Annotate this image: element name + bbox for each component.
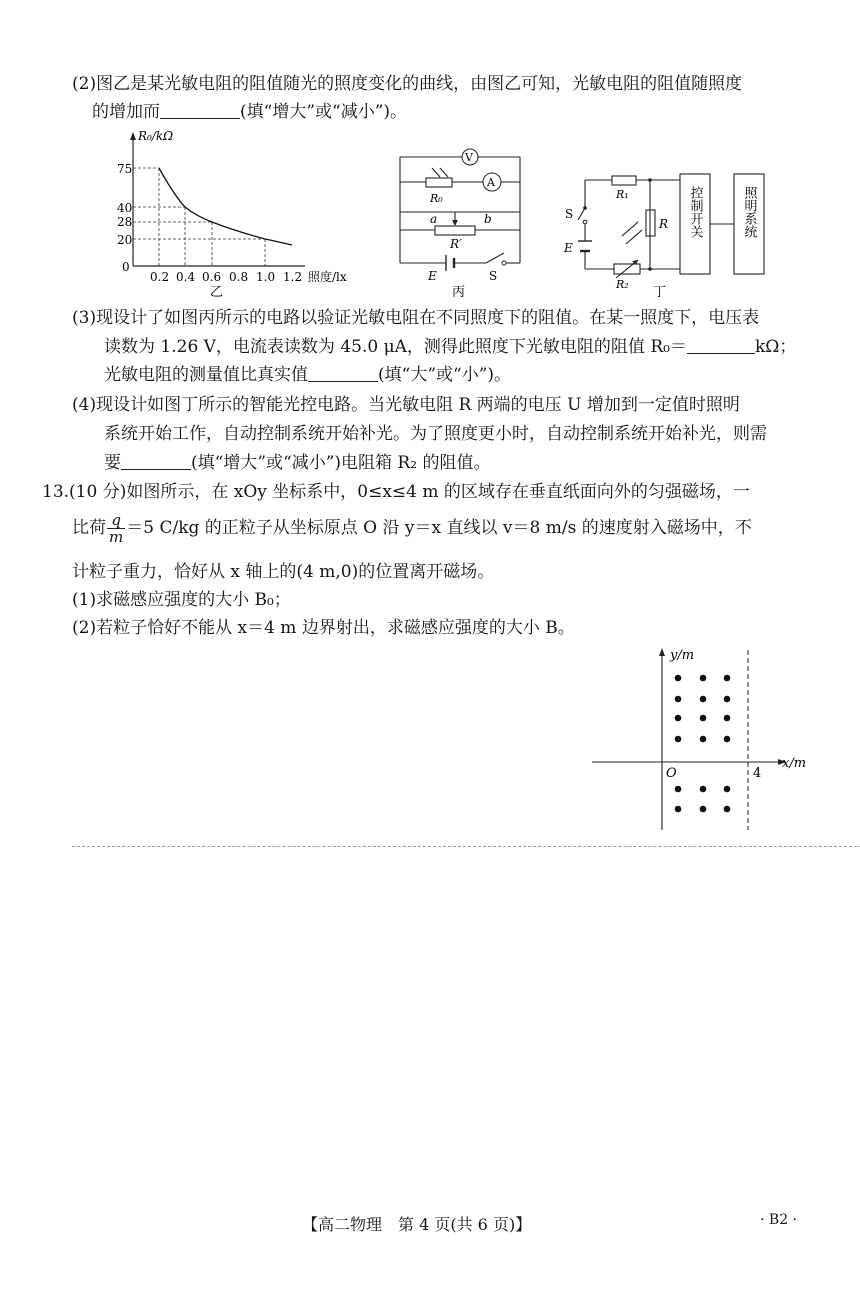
battery-e-label: E <box>564 241 573 255</box>
fraction-numerator: q <box>107 512 125 529</box>
x-tick: 1.0 <box>256 270 276 284</box>
q3-line1: (3)现设计了如图丙所示的电路以验证光敏电阻在不同照度下的阻值。在某一照度下，电压表 <box>72 308 760 328</box>
voltmeter-label: V <box>465 151 473 164</box>
x-tick: 1.2 <box>283 270 303 284</box>
p13-line3: 计粒子重力，恰好从 x 轴上的(4 m,0)的位置离开磁场。 <box>72 562 495 582</box>
photoresistor-label: R <box>659 217 669 231</box>
p13-line1: 13.(10 分)如图所示，在 xOy 坐标系中，0≤x≤4 m 的区域存在垂直纸面向外的匀强磁场，一 <box>42 482 750 502</box>
origin-label: O <box>666 766 677 781</box>
p13-sub1: (1)求磁感应强度的大小 B₀； <box>72 590 291 610</box>
answer-blank <box>308 363 378 382</box>
q4-text-b: (填“增大”或“减小”)电阻箱 R₂ 的阻值。 <box>191 453 491 473</box>
magnetic-field-figure <box>590 644 820 836</box>
x-tick: 0.4 <box>176 270 196 284</box>
figure-caption: 丁 <box>653 285 667 298</box>
x-tick: 0.2 <box>150 270 170 284</box>
y-axis-label: y/m <box>670 648 695 663</box>
y-tick: 75 <box>117 162 133 176</box>
answer-blank <box>687 335 755 354</box>
y-tick: 40 <box>117 201 133 215</box>
control-switch-box: 控制开关 <box>687 186 703 238</box>
terminal-b: b <box>484 212 492 226</box>
y-tick: 28 <box>117 215 133 229</box>
page-code: · B2 · <box>760 1212 797 1228</box>
r2-label: R₂ <box>616 278 629 291</box>
q4-line3 <box>104 451 490 475</box>
figure-yi-graph <box>100 126 365 298</box>
p13-sub2: (2)若粒子恰好不能从 x＝4 m 边界射出，求磁感应强度的大小 B。 <box>72 618 575 638</box>
y-tick: 0 <box>122 260 130 274</box>
q3-line3 <box>104 363 511 387</box>
divider-line <box>72 846 860 847</box>
ammeter-label: A <box>487 176 495 189</box>
q3-line2 <box>104 335 796 359</box>
p13-text-a: 比荷 <box>72 518 106 538</box>
q2-text-b: (填“增大”或“减小”)。 <box>240 102 408 122</box>
answer-blank <box>121 451 191 470</box>
figure-bing-circuit <box>390 140 540 300</box>
q3-text-d: (填“大”或“小”)。 <box>378 365 512 385</box>
x-tick: 0.6 <box>202 270 222 284</box>
figure-caption: 丙 <box>452 285 466 300</box>
y-tick: 20 <box>117 233 133 247</box>
y-axis-label: R₀/kΩ <box>138 129 174 143</box>
switch-label: S <box>489 269 498 283</box>
answer-blank <box>160 100 240 119</box>
q3-text-b: kΩ； <box>754 337 797 357</box>
boundary-four-label: 4 <box>753 766 762 781</box>
x-tick: 0.8 <box>229 270 249 284</box>
q4-line2: 系统开始工作，自动控制系统开始补光。为了照度更小时，自动控制系统开始补光，则需 <box>104 424 767 444</box>
p13-text-b: ＝5 C/kg 的正粒子从坐标原点 O 沿 y＝x 直线以 v＝8 m/s 的速度射入磁场中，不 <box>126 518 752 538</box>
page-footer: 【高二物理 第 4 页(共 6 页)】 <box>302 1215 532 1234</box>
r0-label: R₀ <box>430 192 443 205</box>
figure-ding-circuit <box>560 166 780 298</box>
x-axis-label: 照度/lx <box>308 270 347 284</box>
battery-label: E <box>428 269 437 283</box>
terminal-a: a <box>430 212 438 226</box>
q4-line1: (4)现设计如图丁所示的智能光控电路。当光敏电阻 R 两端的电压 U 增加到一定值时照明 <box>72 395 740 415</box>
p13-line2 <box>72 512 752 545</box>
r1-label: R₁ <box>616 188 629 201</box>
rheostat-label: R′ <box>450 237 462 251</box>
q3-text-c: 光敏电阻的测量值比真实值 <box>104 365 308 385</box>
q2-line2 <box>92 100 407 124</box>
fraction-denominator: m <box>109 528 124 546</box>
q3-text-a: 读数为 1.26 V，电流表读数为 45.0 μA，测得此照度下光敏电阻的阻值 R₀＝ <box>104 337 687 357</box>
lighting-system-box: 照明系统 <box>741 186 757 238</box>
field-dots <box>675 675 731 813</box>
q2-line1: (2)图乙是某光敏电阻的阻值随光的照度变化的曲线，由图乙可知，光敏电阻的阻值随照度 <box>72 74 743 94</box>
q2-text-a: 的增加而 <box>92 102 160 122</box>
switch-s-label: S <box>565 207 574 221</box>
charge-mass-ratio <box>107 512 125 545</box>
figure-caption: 乙 <box>210 285 224 298</box>
x-axis-label: x/m <box>782 756 807 771</box>
resistance-curve <box>159 168 292 245</box>
q4-text-a: 要 <box>104 453 121 473</box>
